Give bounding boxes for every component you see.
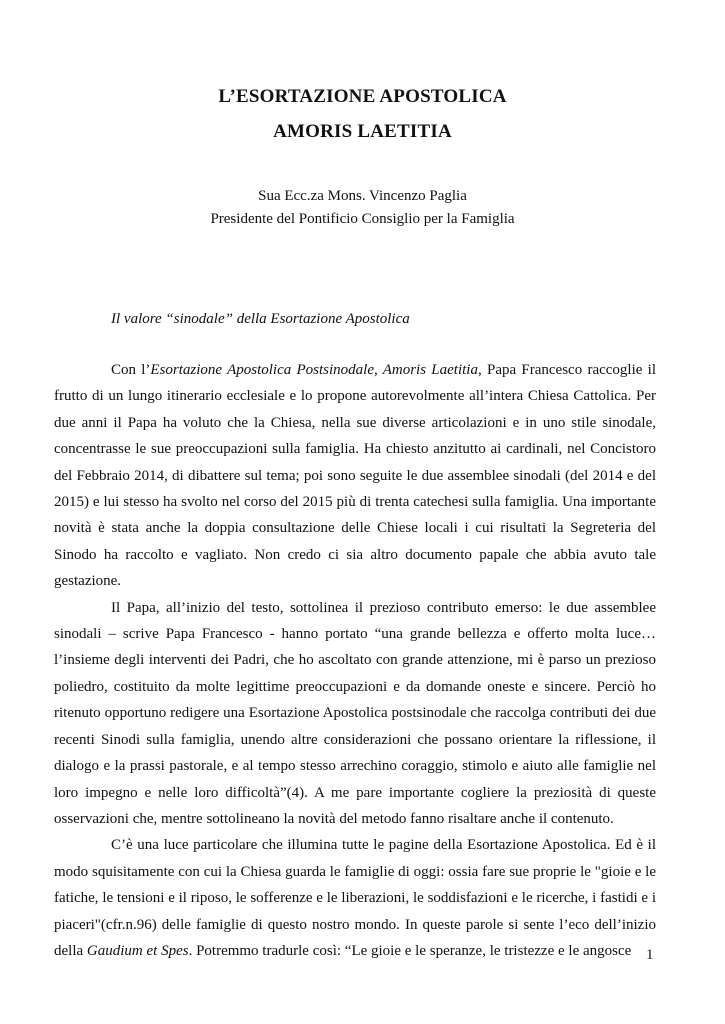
paragraph-3-italic: Gaudium et Spes xyxy=(86,942,189,959)
page-number: 1 xyxy=(646,947,654,963)
paragraph-1 xyxy=(54,357,656,595)
paragraph-1-post: , Papa Francesco raccoglie il frutto di un lungo itinerario ecclesiale e lo propone autorevolmente all’intera Chiesa Cattolica. Per due anni il Papa ha voluto che la Chiesa, nella sue diverse articolazioni e in uno stile sinodale, concentrasse le sue preoccupazioni sulla famiglia. Ha chiesto anzitutto ai cardinali, nel Concistoro del Febbraio 2014, di dibattere sul tema; poi sono seguite le due assemblee sinodali (del 2014 e del 2015) e lui stesso ha svolto nel corso del 2015 più di trenta catechesi sulla famiglia. Una importante novità è stata anche la doppia consultazione delle Chiese locali i cui risultati la Segreteria del Sinodo ha raccolto e vagliato. Non credo ci sia altro documento papale che abbia avuto tale gestazione. xyxy=(54,362,657,590)
section-heading: Il valore “sinodale” della Esortazione Apostolica xyxy=(111,311,410,327)
paragraph-3-pre: C’è una luce particolare che illumina tutte le pagine della Esortazione Apostolica. Ed è il modo squisitamente con cui la Chiesa guarda le famiglie di oggi: ossia fare sue proprie le "gioie e le fatiche, le tensioni e il riposo, le sofferenze e le liberazioni, le soddisfazioni e le ricerche, i fastidi e i piaceri"(cfr.n.96) delle famiglie di questo nostro mondo. In queste parole si sente l’eco dell’inizio della xyxy=(54,837,656,959)
paragraph-1-pre: Con l’ xyxy=(111,362,151,378)
paragraph-3 xyxy=(54,832,656,964)
author-name: Sua Ecc.za Mons. Vincenzo Paglia xyxy=(258,188,467,204)
paragraph-3-post: . Potremmo tradurle così: “Le gioie e le speranze, le tristezze e le angosce xyxy=(188,942,632,959)
author-role: Presidente del Pontificio Consiglio per la Famiglia xyxy=(210,211,515,227)
paragraph-1-italic: Esortazione Apostolica Postsinodale, Amoris Laetitia xyxy=(150,362,478,378)
paragraph-2: Il Papa, all’inizio del testo, sottolinea il prezioso contributo emerso: le due assemblee sinodali – scrive Papa Francesco - hanno portato “una grande bellezza e offerto molta luce… l’insieme degli interventi dei Padri, che ho ascoltato con grande attenzione, mi è parso un prezioso poliedro, costituito da molte legittime preoccupazioni e da domande oneste e sincere. Perciò ho ritenuto opportuno redigere una Esortazione Apostolica postsinodale che raccolga contributi dei due recenti Sinodi sulla famiglia, unendo altre considerazioni che possano orientare la riflessione, il dialogo e la prassi pastorale, e al tempo stesso arrechino coraggio, stimolo e aiuto alle famiglie nel loro impegno e nelle loro difficoltà”(4). A me pare importante cogliere la preziosità di queste osservazioni che, mentre sottolineano la novità del metodo fanno risaltare anche il contenuto. xyxy=(54,599,656,827)
body-text xyxy=(54,357,656,964)
document-title-line2: AMORIS LAETITIA xyxy=(273,121,452,142)
document-title-line1: L’ESORTAZIONE APOSTOLICA xyxy=(218,86,507,107)
